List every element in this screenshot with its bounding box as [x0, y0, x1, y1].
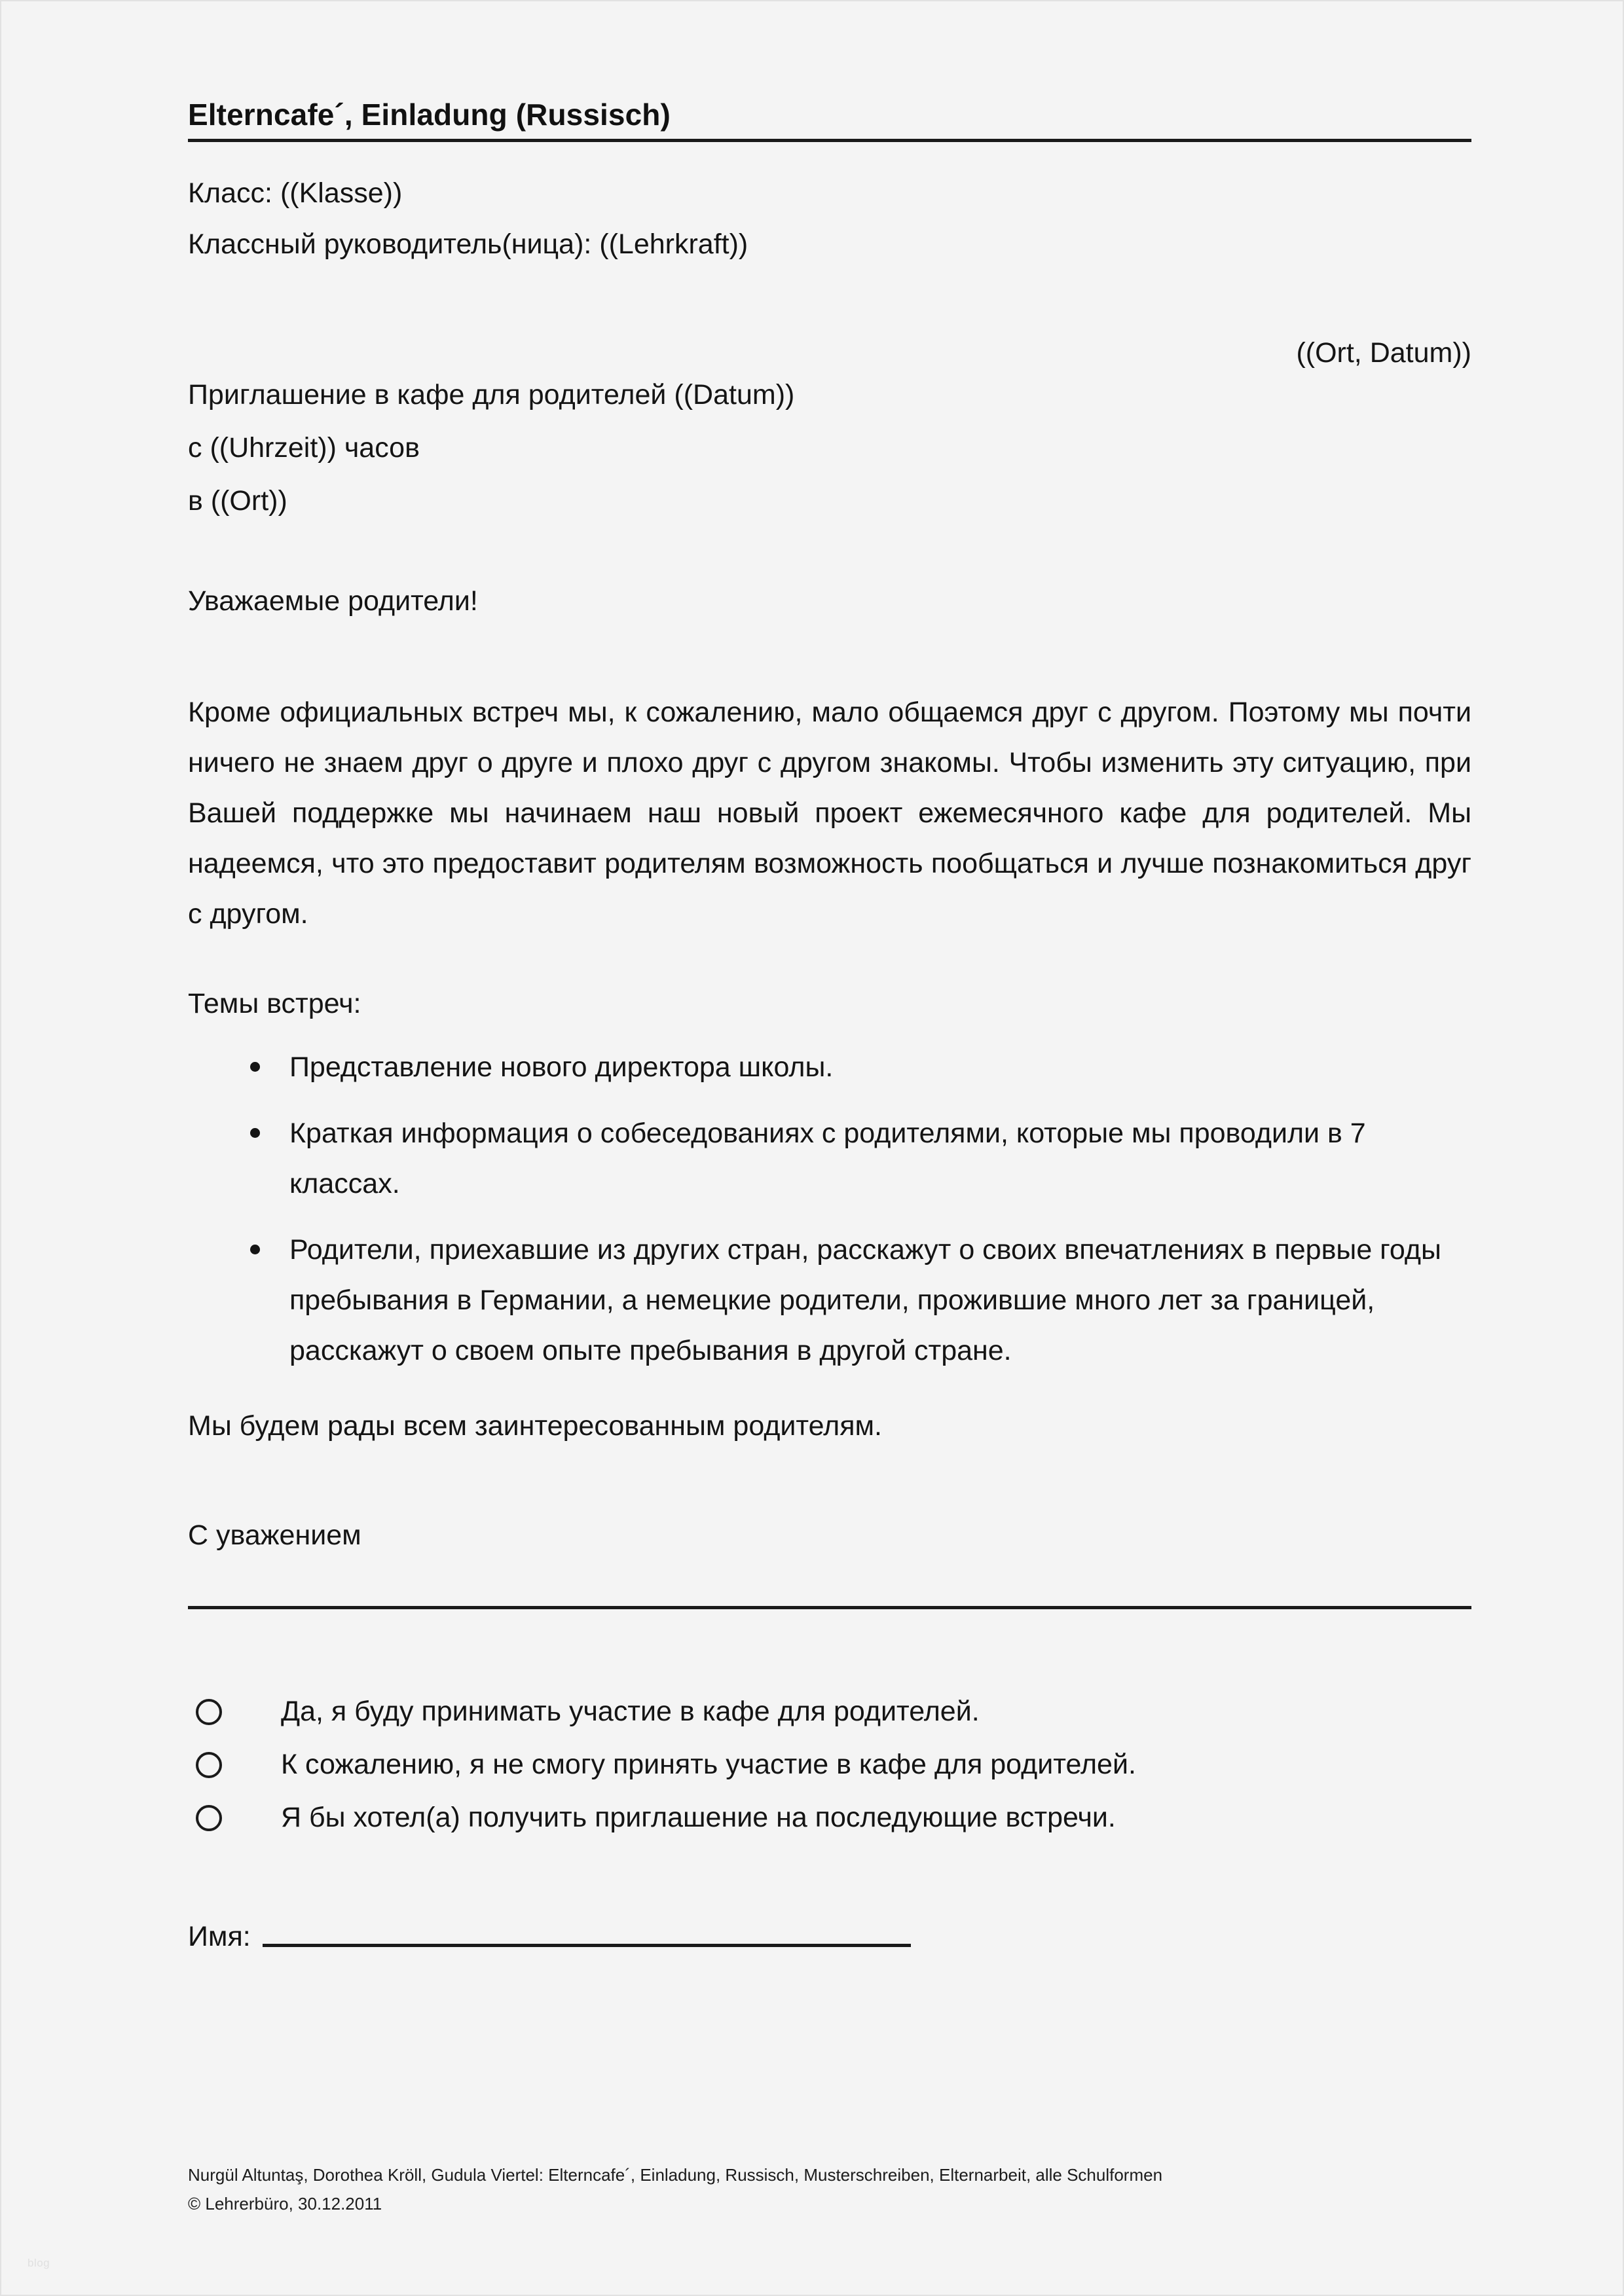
- list-item: [188, 1108, 1471, 1209]
- title-block: [188, 98, 1471, 142]
- invitation-line-3: в ((Ort)): [188, 485, 287, 517]
- name-field-label: Имя:: [188, 1921, 251, 1952]
- place-date: ((Ort, Datum)): [1296, 337, 1471, 369]
- response-options-group: [188, 1685, 1471, 1844]
- reply-section-divider: [188, 1606, 1471, 1609]
- radio-circle-icon[interactable]: [196, 1752, 222, 1778]
- list-item-label: Краткая информация о собеседованиях с родителями, которые мы проводили в 7 классах.: [289, 1118, 1366, 1199]
- footer-authors: Nurgül Altuntaş, Dorothea Kröll, Gudula Viertel: Elterncafe´, Einladung, Russisch, Musterschreiben, Elternarbeit, alle Schulformen: [188, 2165, 1163, 2185]
- list-item: [188, 1225, 1471, 1376]
- response-option-yes[interactable]: [188, 1685, 1471, 1738]
- name-input-line[interactable]: [263, 1944, 911, 1947]
- salutation: Уважаемые родители!: [188, 585, 478, 617]
- regards: С уважением: [188, 1520, 361, 1551]
- response-option-label: К сожалению, я не смогу принять участие в кафе для родителей.: [281, 1749, 1136, 1780]
- document-sheet: [1, 1, 1624, 2296]
- response-option-no[interactable]: [188, 1738, 1471, 1791]
- field-klasse: Класс: ((Klasse)): [188, 177, 403, 209]
- watermark: blog: [28, 2257, 50, 2269]
- body-paragraph: Кроме официальных встреч мы, к сожалению, мало общаемся друг с другом. Поэтому мы почти ничего не знаем друг о друге и плохо друг с другом знакомы. Чтобы изменить эту ситуацию, при Вашей поддержке мы начинаем наш новый проект ежемесячного кафе для родителей. Мы надеемся, что это предоставит родителям возможность пообщаться и лучше познакомиться друг с другом.: [188, 697, 1471, 930]
- footer: [188, 2160, 1491, 2218]
- response-option-label: Да, я буду принимать участие в кафе для родителей.: [281, 1696, 980, 1727]
- invitation-line-1: Приглашение в кафе для родителей ((Datum)): [188, 379, 795, 410]
- list-item: [188, 1042, 1471, 1093]
- response-option-label: Я бы хотел(а) получить приглашение на последующие встречи.: [281, 1802, 1116, 1833]
- closing-sentence: Мы будем рады всем заинтересованным родителям.: [188, 1410, 883, 1442]
- radio-circle-icon[interactable]: [196, 1699, 222, 1725]
- list-item-label: Представление нового директора школы.: [289, 1051, 834, 1083]
- page-title: Elterncafe´, Einladung (Russisch): [188, 98, 671, 132]
- response-option-future-invitations[interactable]: [188, 1791, 1471, 1844]
- bullet-icon: [250, 1062, 260, 1072]
- footer-copyright: © Lehrerbüro, 30.12.2011: [188, 2194, 382, 2214]
- radio-circle-icon[interactable]: [196, 1805, 222, 1831]
- name-field[interactable]: [188, 1923, 911, 1951]
- title-divider: [188, 139, 1471, 142]
- topics-heading: Темы встреч:: [188, 988, 361, 1019]
- topics-list: [188, 1042, 1471, 1392]
- bullet-icon: [250, 1245, 260, 1254]
- invitation-line-2: с ((Uhrzeit)) часов: [188, 432, 420, 464]
- list-item-label: Родители, приехавшие из других стран, расскажут о своих впечатлениях в первые годы пребывания в Германии, а немецкие родители, прожившие много лет за границей, расскажут о своем опыте пребывания в другой стране.: [289, 1234, 1441, 1366]
- bullet-icon: [250, 1128, 260, 1138]
- field-lehrkraft: Классный руководитель(ница): ((Lehrkraft)): [188, 228, 748, 260]
